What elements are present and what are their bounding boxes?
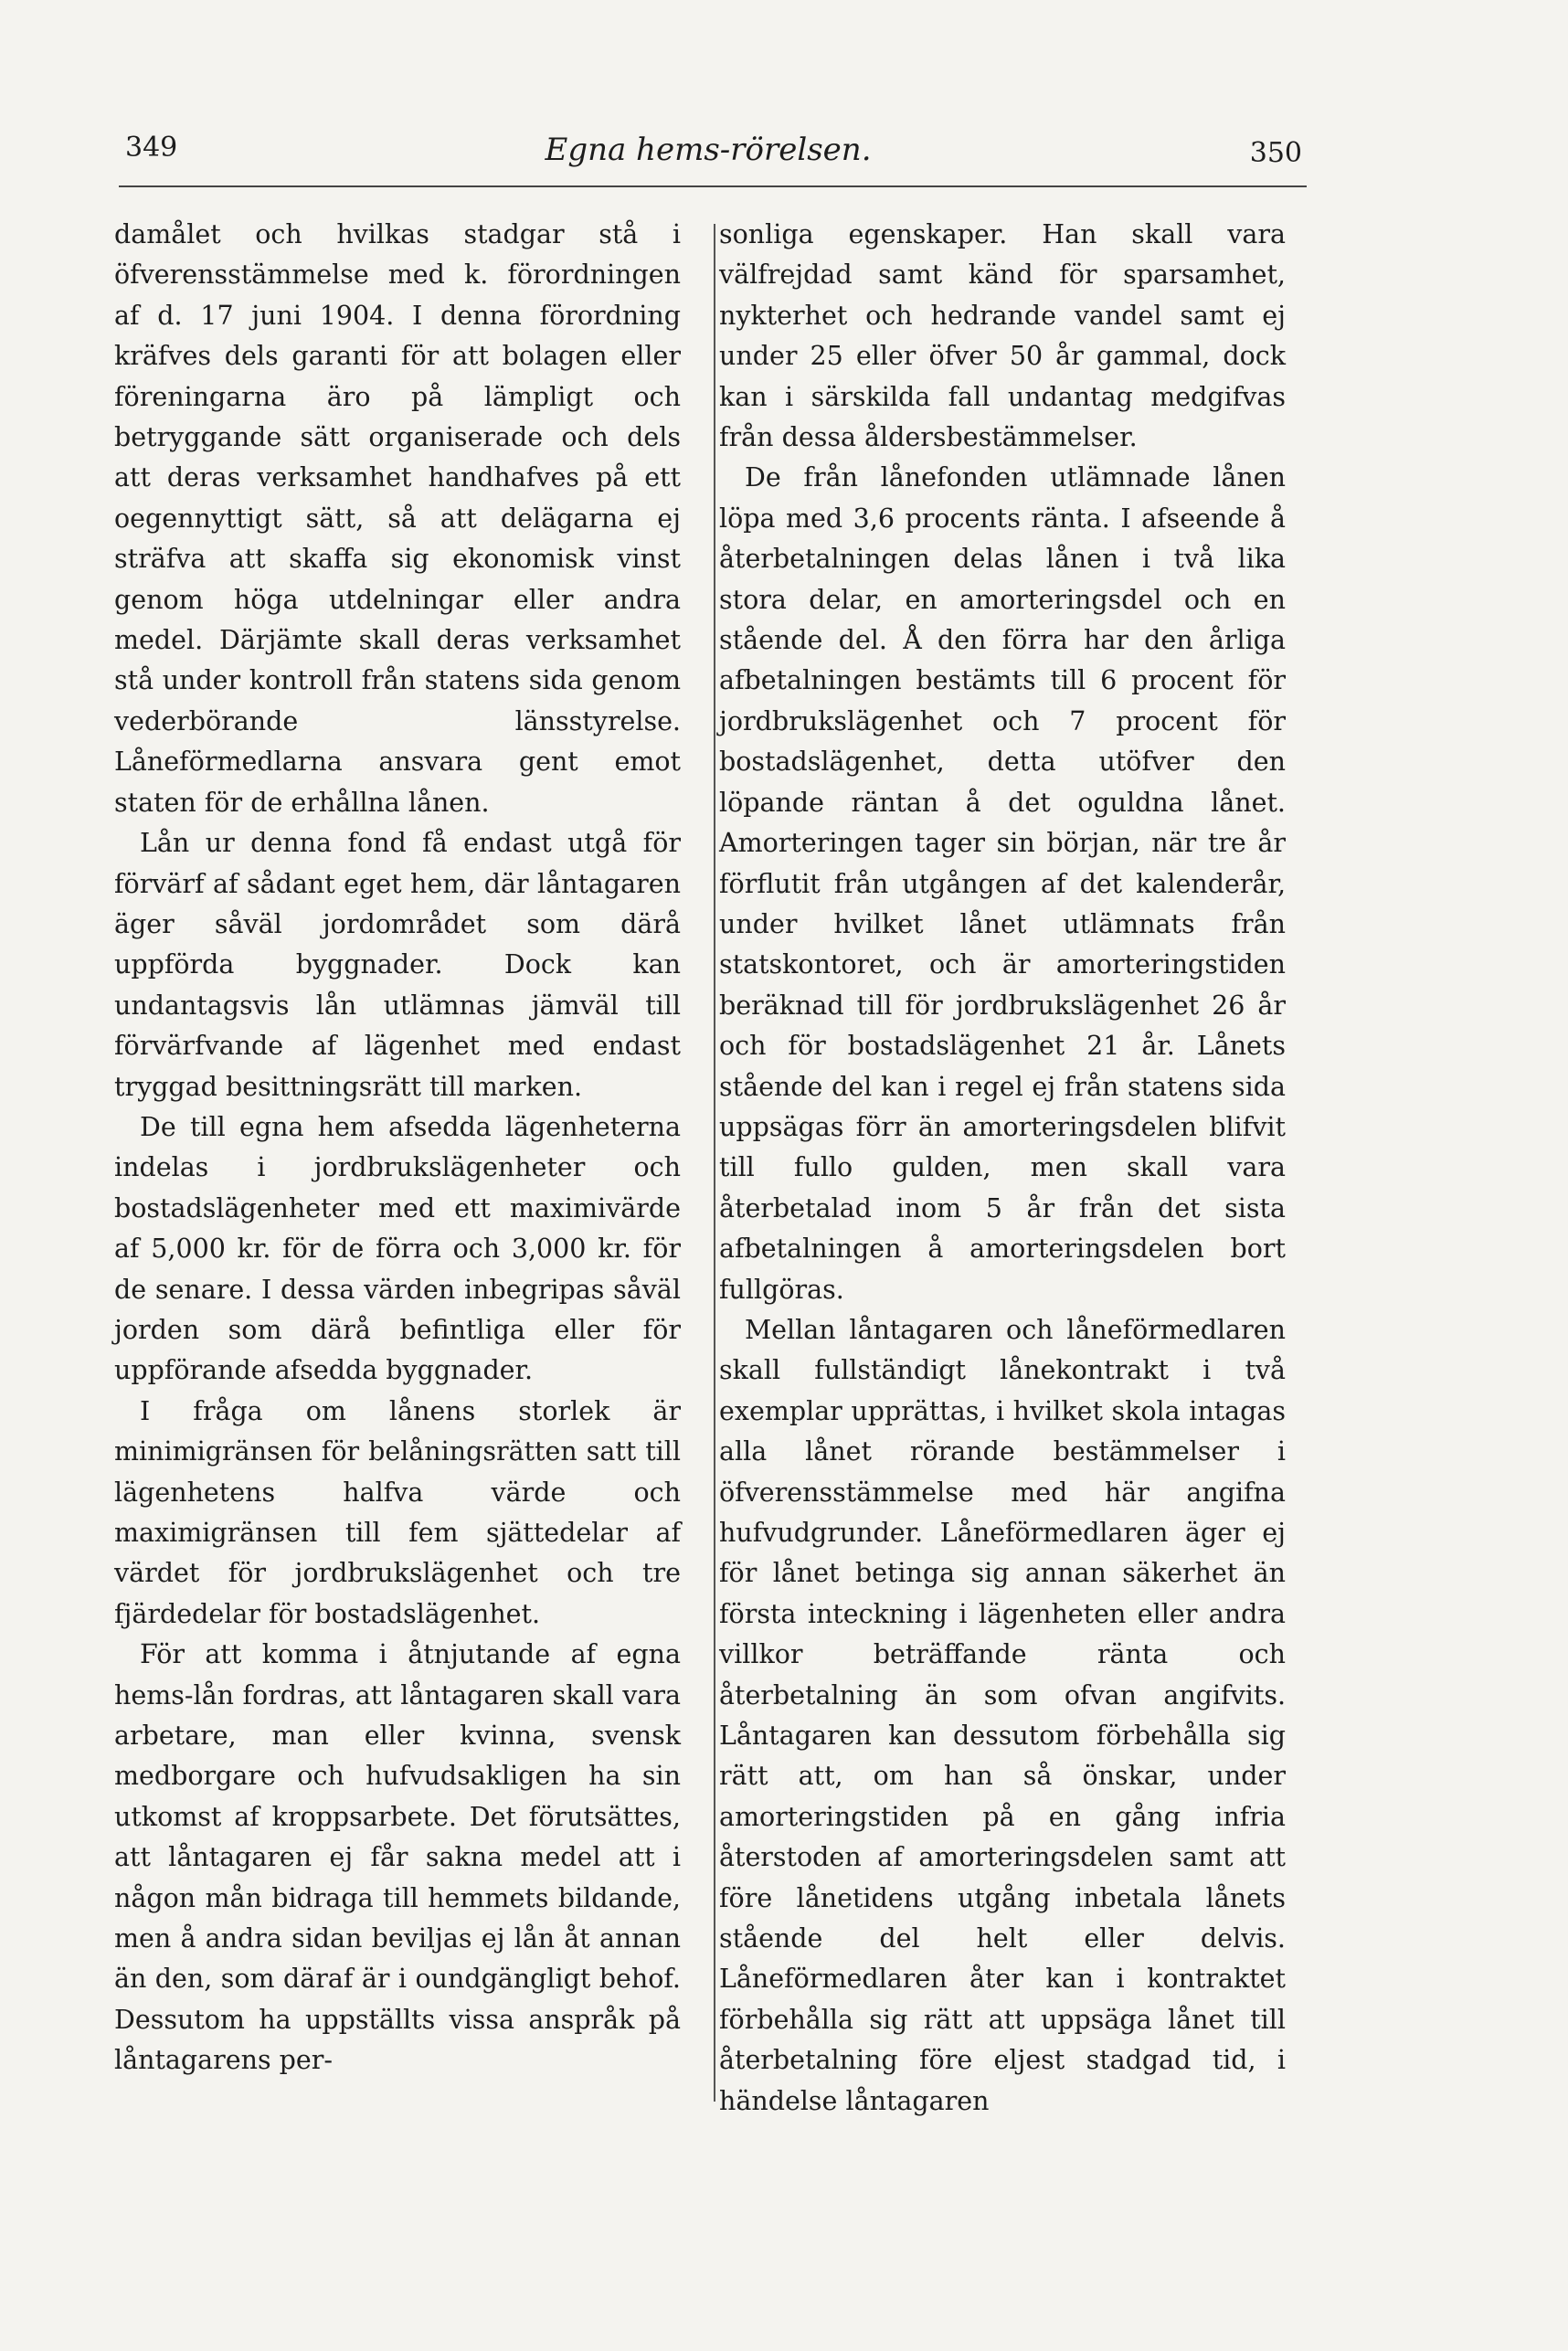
paragraph: De från lånefonden utlämnade lånen löpa med 3,6 procents ränta. I afseende å återbetalningen delas lånen i två lika stora delar, en amorteringsdel och en stående del. Å den förra har den årliga afbetalningen bestämts till 6 procent för jordbrukslägenhet och 7 procent för bostadslägenhet, detta utöfver den löpande räntan å det oguldna lånet. Amorteringen tager sin början, när tre år förflutit från utgången af det kalenderår, under hvilket lånet utlämnats från statskontoret, och är amorteringstiden beräknad till för jordbrukslägenhet 26 år och för bostadslägenhet 21 år. Lånets stående del kan i regel ej från statens sida uppsägas förr än amorteringsdelen blifvit till fullo gulden, men skall vara återbetalad inom 5 år från det sista afbetalningen å amorteringsdelen bort fullgöras. <box>719 462 1286 1305</box>
paragraph: damålet och hvilkas stadgar stå i öfverensstämmelse med k. förordningen af d. 17 juni 1904. I denna förordning kräfves dels garanti för att bolagen eller föreningarna äro på lämpligt och betryggande sätt organiserade och dels att deras verksamhet handhafves på ett oegennyttigt sätt, så att delägarna ej sträfva att skaffa sig ekonomisk vinst genom höga utdelningar eller andra medel. Därjämte skall deras verksamhet stå under kontroll från statens sida genom vederbörande länsstyrelse. Låneförmedlarna ansvara gent emot staten för de erhållna lånen. <box>114 219 681 818</box>
page-header <box>114 128 1302 183</box>
paragraph: Lån ur denna fond få endast utgå för förvärf af sådant eget hem, där låntagaren äger såväl jordområdet som därå uppförda byggnader. Dock kan undantagsvis lån utlämnas jämväl till förvärfvande af lägenhet med endast tryggad besittningsrätt till marken. <box>114 828 681 1102</box>
right-column <box>719 215 1286 2122</box>
left-column <box>114 215 681 2081</box>
paragraph: I fråga om lånens storlek är minimigränsen för belåningsrätten satt till lägenhetens halfva värde och maximigränsen till fem sjättedelar af värdet för jordbrukslägenhet och tre fjärdedelar för bostadslägenhet. <box>114 1395 681 1629</box>
paragraph: sonliga egenskaper. Han skall vara välfrejdad samt känd för sparsamhet, nykterhet och hedrande vandel samt ej under 25 eller öfver 50 år gammal, dock kan i särskilda fall undantag medgifvas från dessa åldersbestämmelser. <box>719 219 1286 453</box>
paragraph: För att komma i åtnjutande af egna hems-lån fordras, att låntagaren skall vara arbetare, man eller kvinna, svensk medborgare och hufvudsakligen ha sin utkomst af kroppsarbete. Det förutsättes, att låntagaren ej får sakna medel att i någon mån bidraga till hemmets bildande, men å andra sidan beviljas ej lån åt annan än den, som däraf är i oundgängligt behof. Dessutom ha uppställts vissa anspråk på låntagarens per- <box>114 1639 681 2076</box>
paragraph: De till egna hem afsedda lägenheterna indelas i jordbrukslägenheter och bostadslägenheter med ett maximivärde af 5,000 kr. för de förra och 3,000 kr. för de senare. I dessa värden inbegripas såväl jorden som därå befintliga eller för uppförande afsedda byggnader. <box>114 1111 681 1386</box>
column-divider <box>714 224 715 2102</box>
page-number-left: 349 <box>125 132 178 164</box>
running-title: Egna hems-rörelsen. <box>545 132 872 168</box>
header-rule <box>119 185 1307 187</box>
paragraph: Mellan låntagaren och låneförmedlaren skall fullständigt lånekontrakt i två exemplar upprättas, i hvilket skola intagas alla lånet rörande bestämmelser i öfverensstämmelse med här angifna hufvudgrunder. Låneförmedlaren äger ej för lånet betinga sig annan säkerhet än första inteckning i lägenheten eller andra villkor beträffande ränta och återbetalning än som ofvan angifvits. Låntagaren kan dessutom förbehålla sig rätt att, om han så önskar, under amorteringstiden på en gång infria återstoden af amorteringsdelen samt att före lånetidens utgång inbetala lånets stående del helt eller delvis. Låneförmedlaren åter kan i kontraktet förbehålla sig rätt att uppsäga lånet till återbetalning före eljest stadgad tid, i händelse låntagaren <box>719 1314 1286 2116</box>
page-number-right: 350 <box>1249 137 1302 169</box>
